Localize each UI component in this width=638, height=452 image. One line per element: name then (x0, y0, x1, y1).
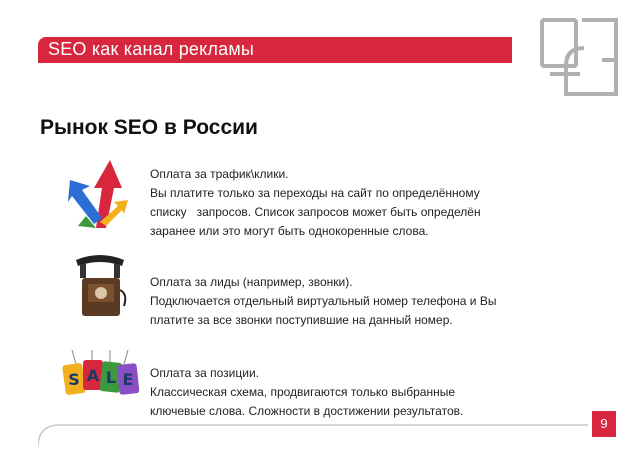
item-1-line: списку запросов. Список запросов может быть определён (150, 205, 481, 219)
sale-letter: L (105, 368, 117, 387)
item-3-text (150, 364, 580, 421)
page-number: 9 (592, 411, 616, 437)
footer-divider (38, 423, 588, 448)
arrows-icon (66, 158, 128, 232)
item-3-line: Оплата за позиции. (150, 366, 259, 380)
item-1-text (150, 165, 580, 241)
sale-letter: S (68, 370, 80, 389)
slide-title: Рынок SEO в России (40, 116, 258, 139)
sale-letter: A (86, 366, 100, 385)
sale-tags-icon (62, 350, 140, 402)
item-2-line: Подключается отдельный виртуальный номер телефона и Вы (150, 294, 497, 308)
item-1-line: заранее или это могут быть однокоренные слова. (150, 224, 429, 238)
sale-letter: E (122, 370, 134, 389)
header-bar (38, 37, 512, 63)
company-logo-icon (540, 18, 620, 96)
item-3-line: ключевые слова. Сложности в достижении результатов. (150, 404, 464, 418)
telephone-icon (72, 250, 128, 320)
item-1-line: Вы платите только за переходы на сайт по определённому (150, 186, 480, 200)
header-title: SEO как канал рекламы (48, 39, 255, 59)
item-1-line: Оплата за трафик\клики. (150, 167, 289, 181)
item-2-text (150, 273, 580, 330)
item-2-line: Оплата за лиды (например, звонки). (150, 275, 353, 289)
item-3-line: Классическая схема, продвигаются только выбранные (150, 385, 456, 399)
item-2-line: платите за все звонки поступившие на данный номер. (150, 313, 453, 327)
